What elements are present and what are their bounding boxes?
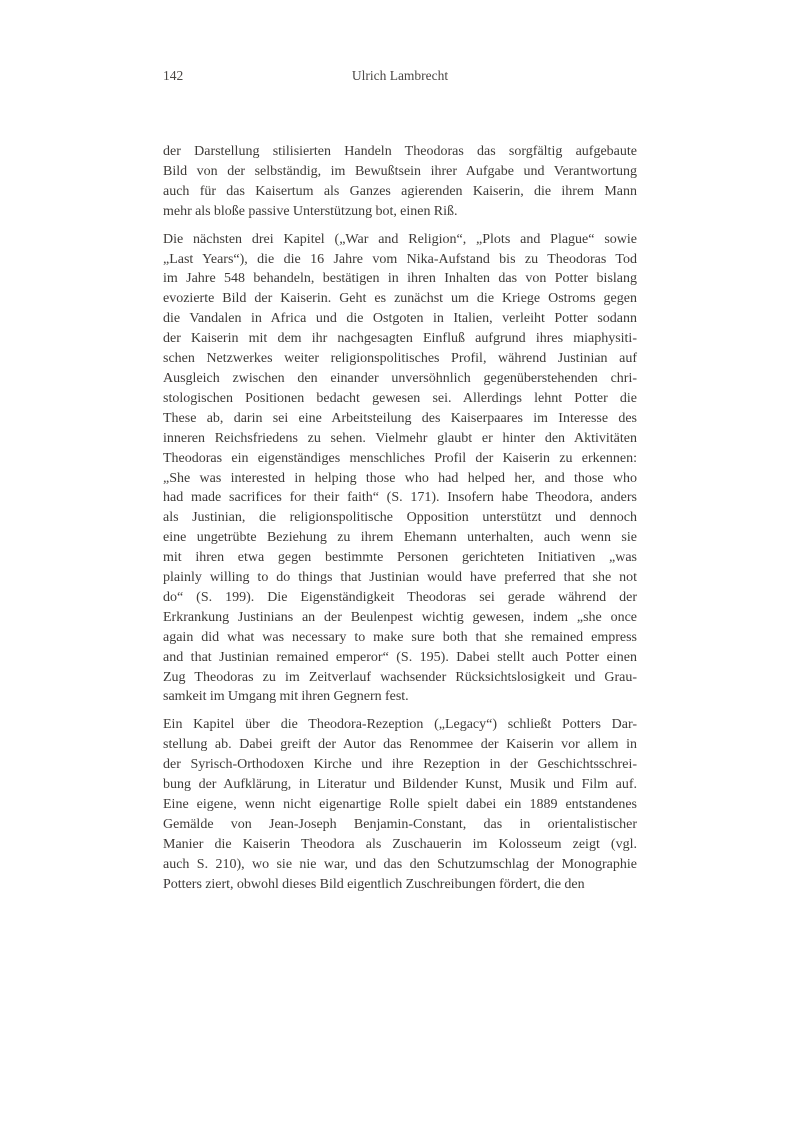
text-line: Theodoras ein eigenständiges menschliches Profil der Kaiserin zu erkennen: — [163, 450, 637, 466]
text-line: mit ihren etwa gegen bestimmte Personen gerichteten Initiativen „was — [163, 550, 637, 566]
running-head: Ulrich Lambrecht — [351, 68, 449, 83]
text-line: Eine eigene, wenn nicht eigenartige Rolle spielt dabei ein 1889 entstandenes — [163, 797, 637, 812]
text-line: Zug Theodoras zu im Zeitverlauf wachsender Rücksichtslosigkeit und Grau- — [163, 669, 637, 685]
text-line: die Vandalen in Africa und die Ostgoten in Italien, verleiht Potter sodann — [163, 311, 637, 327]
text-line: do“ (S. 199). Die Eigenständigkeit Theodoras sei gerade während der — [163, 589, 637, 605]
text-line: samkeit im Umgang mit ihren Gegnern fest. — [163, 689, 409, 705]
paragraph — [163, 230, 637, 708]
text-line: Gemälde von Jean-Joseph Benjamin-Constant, das in orientalistischer — [163, 816, 637, 832]
text-line: Erkrankung Justinians an der Beulenpest wichtig gewesen, indem „she once — [163, 609, 637, 625]
text-line: schen Netzwerkes weiter religionspolitisches Profil, während Justinian auf — [163, 351, 637, 367]
text-line: auch für das Kaisertum als Ganzes agierenden Kaiserin, die ihrem Mann — [163, 183, 637, 199]
text-line: Ausgleich zwischen den einander unversöhnlich gegenüberstehenden chri- — [163, 370, 637, 386]
paragraph — [163, 715, 637, 894]
text-line: again did what was necessary to make sure both that she remained empress — [163, 629, 637, 645]
paragraph — [163, 142, 637, 222]
text-line: der Kaiserin mit dem ihr nachgesagten Einfluß aufgrund ihres miaphysiti- — [163, 331, 637, 347]
text-line: plainly willing to do things that Justinian would have preferred that she not — [163, 570, 637, 586]
text-line: mehr als bloße passive Unterstützung bot, einen Riß. — [163, 203, 458, 219]
text-line: eine ungetrübte Beziehung zu ihrem Ehemann unterhalten, auch wenn sie — [163, 530, 637, 546]
page-number: 142 — [163, 68, 184, 83]
text-line: These ab, darin sei eine Arbeitsteilung des Kaiserpaares im Interesse des — [163, 410, 637, 426]
text-line: Ein Kapitel über die Theodora-Rezeption („Legacy“) schließt Potters Dar- — [163, 717, 637, 733]
text-line: Manier die Kaiserin Theodora als Zuschauerin im Kolosseum zeigt (vgl. — [163, 836, 637, 852]
text-line: im Jahre 548 behandeln, bestätigen in ihren Inhalten das von Potter bislang — [163, 271, 637, 287]
text-line: evozierte Bild der Kaiserin. Geht es zunächst um die Kriege Ostroms gegen — [163, 291, 637, 307]
text-line: stellung ab. Dabei greift der Autor das Renommee der Kaiserin vor allem in — [163, 737, 637, 753]
text-line: „She was interested in helping those who had helped her, and those who — [163, 470, 637, 486]
text-line: Die nächsten drei Kapitel („War and Religion“, „Plots and Plague“ sowie — [163, 231, 637, 247]
text-line: Bild von der selbständig, im Bewußtsein ihrer Aufgabe und Verantwortung — [163, 163, 637, 179]
text-line: als Justinian, die religionspolitische Opposition unterstützt und dennoch — [163, 510, 637, 526]
page-header — [163, 68, 637, 86]
text-line: „Last Years“), die die 16 Jahre vom Nika-Aufstand bis zu Theodoras Tod — [163, 251, 637, 267]
text-line: der Darstellung stilisierten Handeln Theodoras das sorgfältig aufgebaute — [163, 144, 637, 159]
text-line: inneren Reichsfriedens zu sehen. Vielmehr glaubt er hinter den Aktivitäten — [163, 430, 637, 446]
text-line: auch S. 210), wo sie nie war, und das den Schutzumschlag der Monographie — [163, 856, 637, 872]
text-line: had made sacrifices for their faith“ (S. 171). Insofern habe Theodora, anders — [163, 490, 637, 506]
page-body — [163, 142, 637, 903]
text-line: Potters ziert, obwohl dieses Bild eigentlich Zuschreibungen fördert, die den — [163, 876, 585, 892]
text-line: der Syrisch-Orthodoxen Kirche und ihre Rezeption in der Geschichtsschrei- — [163, 757, 637, 773]
text-line: and that Justinian remained emperor“ (S. 195). Dabei stellt auch Potter einen — [163, 649, 637, 665]
text-line: stologischen Positionen bedacht gewesen sei. Allerdings lehnt Potter die — [163, 390, 637, 406]
text-line: bung der Aufklärung, in Literatur und Bildender Kunst, Musik und Film auf. — [163, 777, 637, 793]
